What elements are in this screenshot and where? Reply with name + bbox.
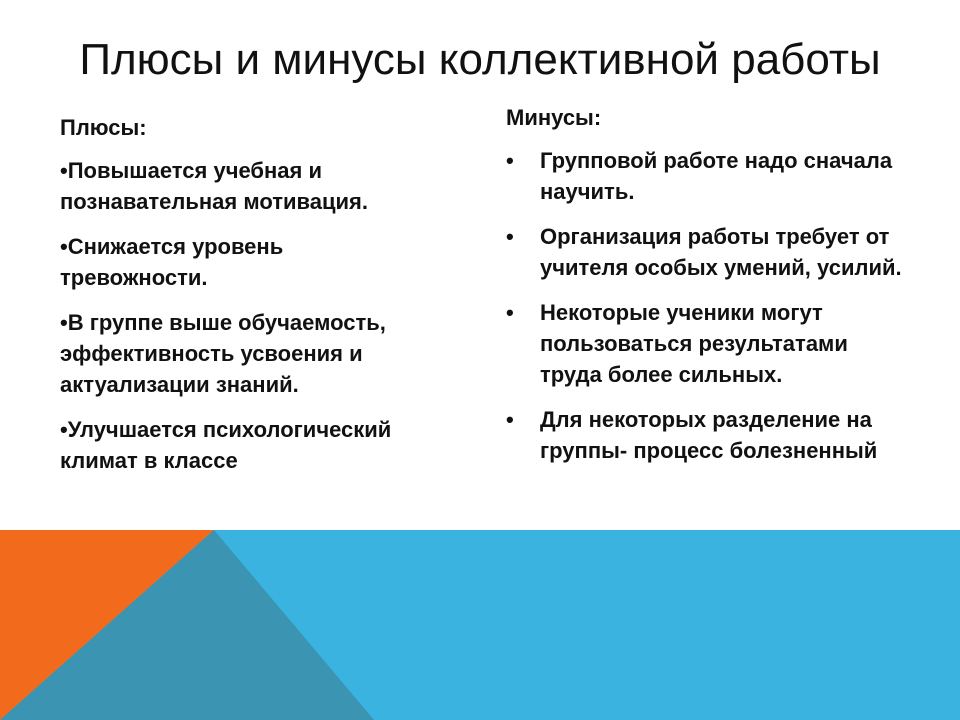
bullet-icon: • <box>506 224 514 249</box>
slide-title: Плюсы и минусы коллективной работы <box>79 35 881 84</box>
pros-heading: Плюсы: <box>60 115 147 140</box>
pros-item-text: Снижается уровень тревожности. <box>60 234 284 290</box>
pros-list-item <box>60 231 432 293</box>
cons-list-item <box>506 297 906 390</box>
cons-column <box>506 102 906 480</box>
pros-list <box>60 155 432 476</box>
bullet-icon: • <box>60 234 68 259</box>
bullet-icon: • <box>60 417 68 442</box>
cons-list-item <box>506 404 906 466</box>
cons-item-text: Организация работы требует от учителя особых умений, усилий. <box>540 224 902 280</box>
bullet-icon: • <box>60 310 68 335</box>
cons-heading: Минусы: <box>506 105 602 130</box>
cons-item-text: Групповой работе надо сначала научить. <box>540 148 893 204</box>
pros-item-text: В группе выше обучаемость, эффективность усвоения и актуализации знаний. <box>60 310 386 397</box>
cons-list-item <box>506 145 906 207</box>
bullet-icon: • <box>506 300 514 325</box>
cons-item-text: Для некоторых разделение на группы- процесс болезненный <box>540 407 878 463</box>
cons-list <box>506 145 906 466</box>
pros-list-item <box>60 307 432 400</box>
bullet-icon: • <box>506 407 514 432</box>
pros-column <box>60 112 432 490</box>
cons-list-item <box>506 221 906 283</box>
cons-item-text: Некоторые ученики могут пользоваться результатами труда более сильных. <box>540 300 848 387</box>
pros-item-text: Улучшается психологический климат в классе <box>60 417 392 473</box>
pros-list-item <box>60 414 432 476</box>
bullet-icon: • <box>60 158 68 183</box>
pros-list-item <box>60 155 432 217</box>
pros-item-text: Повышается учебная и познавательная мотивация. <box>60 158 368 214</box>
bullet-icon: • <box>506 148 514 173</box>
